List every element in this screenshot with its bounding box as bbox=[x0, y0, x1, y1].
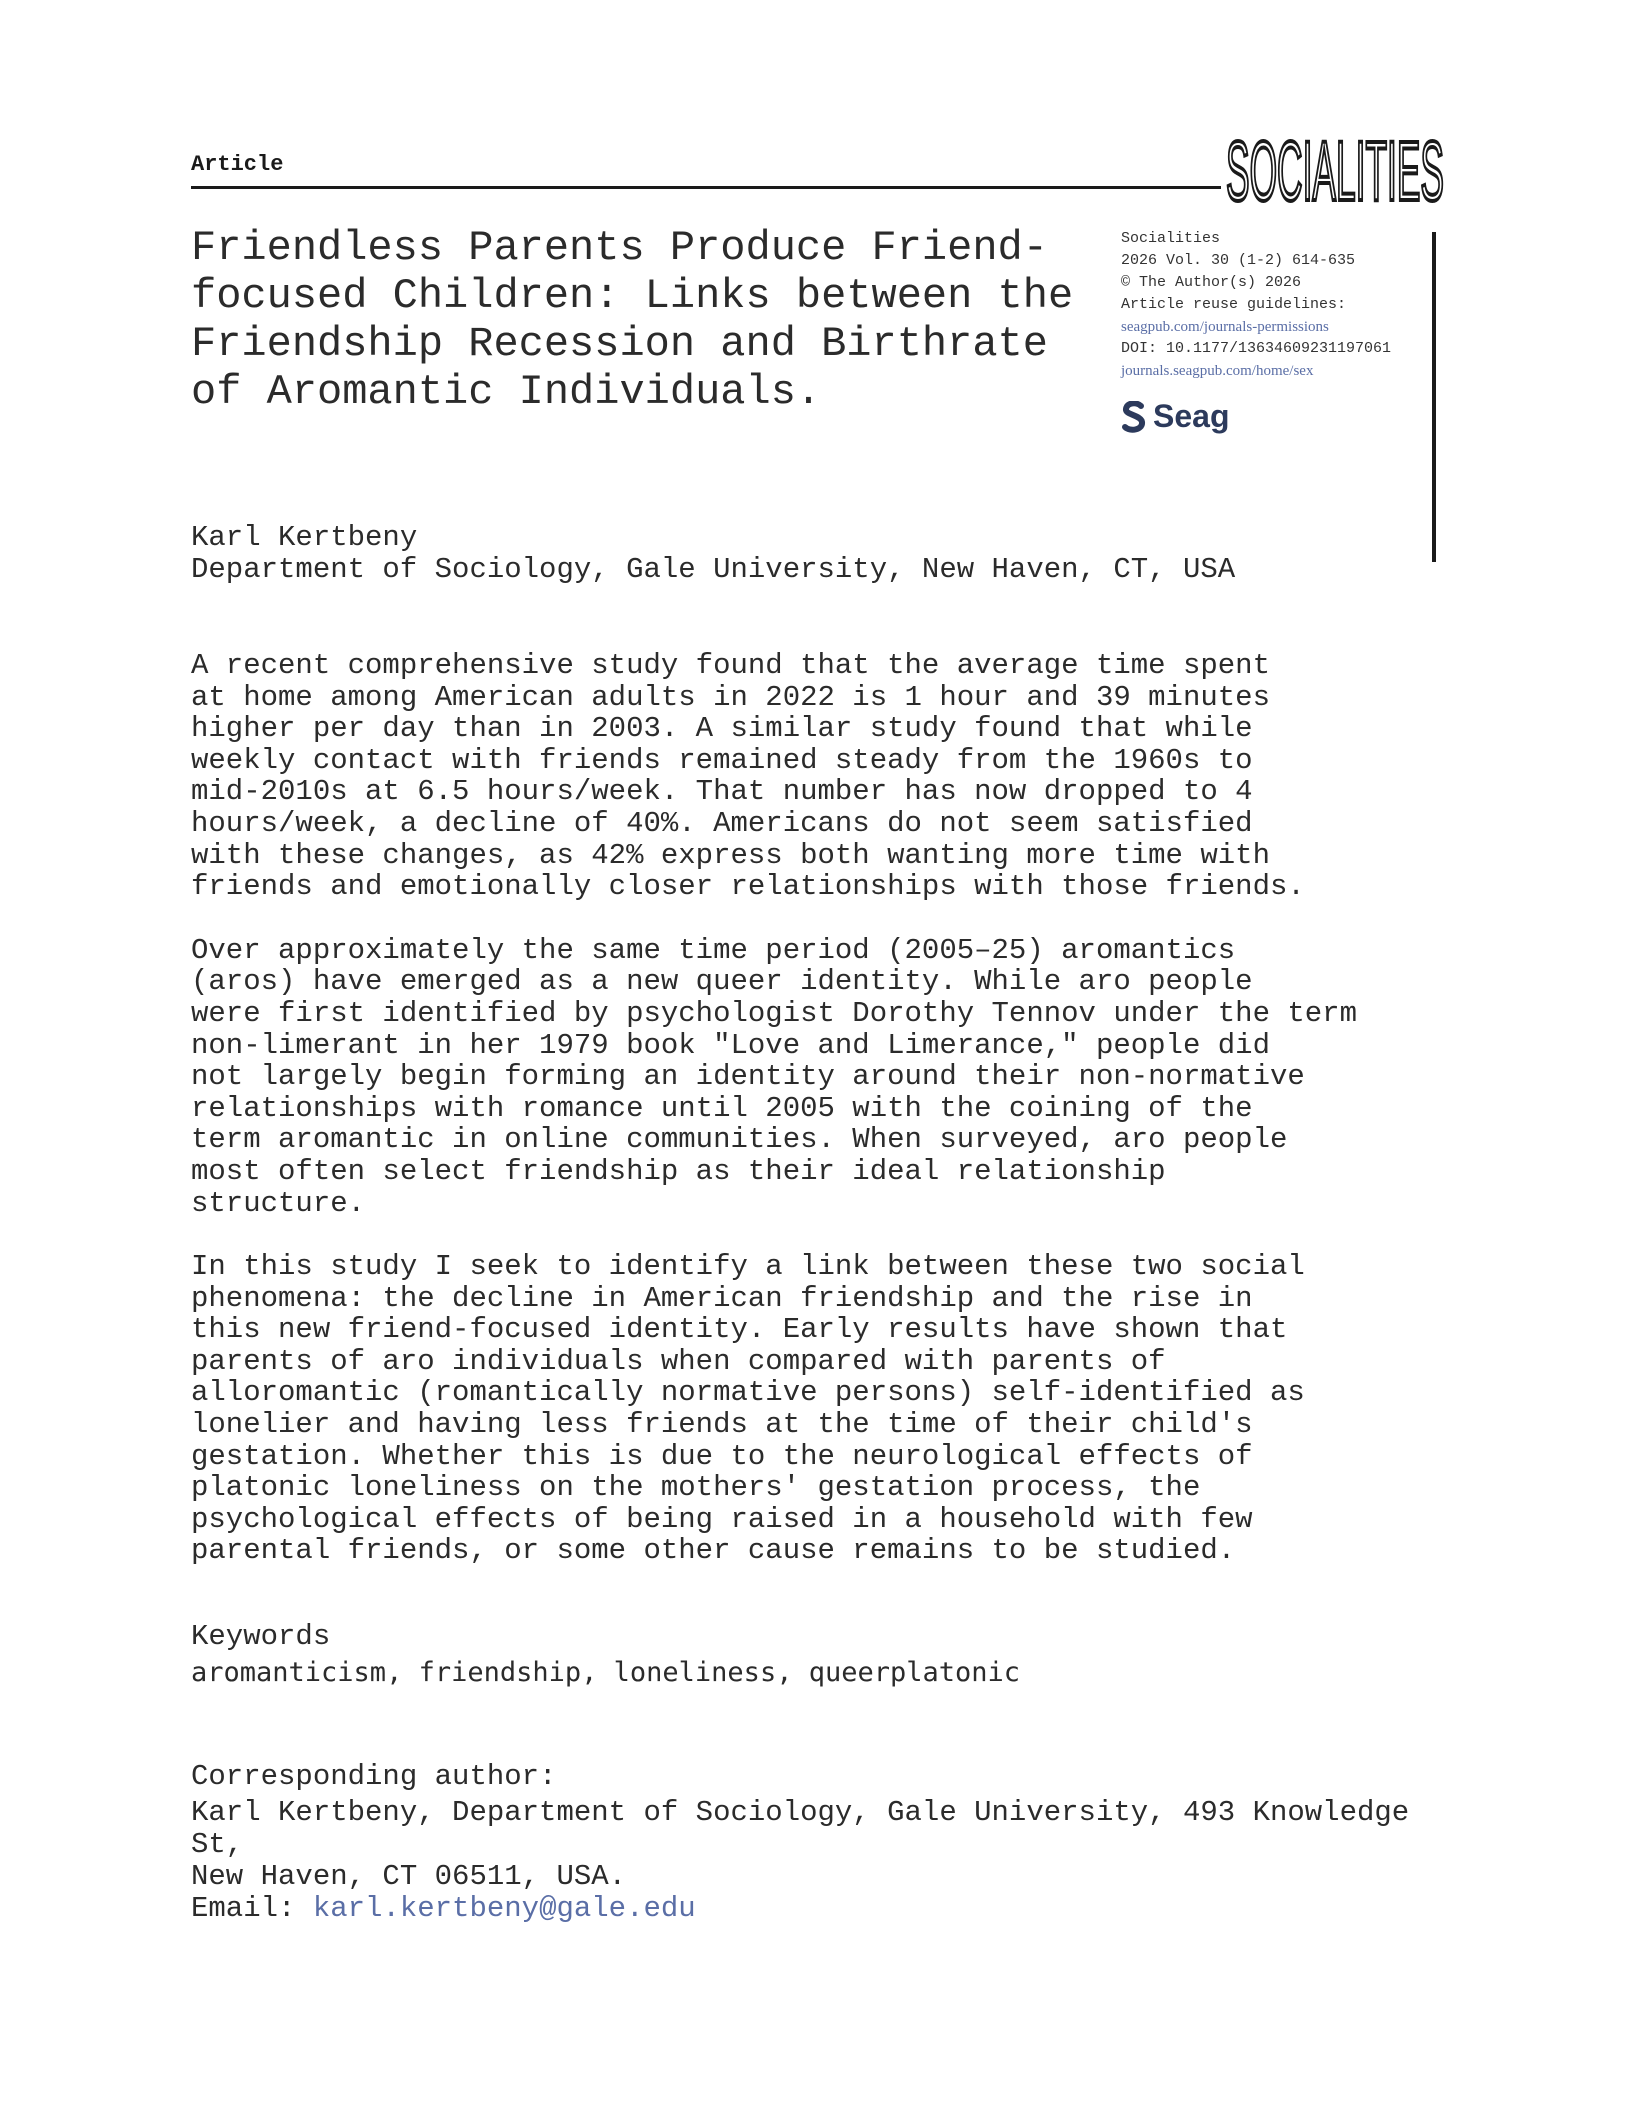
copyright: © The Author(s) 2026 bbox=[1121, 274, 1302, 291]
volume-info: 2026 Vol. 30 (1-2) 614-635 bbox=[1121, 252, 1356, 269]
abstract bbox=[191, 650, 1451, 1599]
seag-s-icon bbox=[1121, 401, 1147, 433]
email-link[interactable]: karl.kertbeny@gale.edu bbox=[312, 1892, 696, 1925]
author-name: Karl Kertbeny bbox=[191, 521, 418, 554]
article-meta bbox=[1121, 228, 1421, 382]
keywords-list: aromanticism, friendship, loneliness, queerplatonic bbox=[191, 1657, 1021, 1688]
abstract-paragraph-2: Over approximately the same time period (2005–25) aromantics (aros) have emerged as a new queer identity. While aro people were first identified by psychologist Dorothy Tennov under the term non-limerant in her 1979 book "Love and Limerance," people did not largely begin forming an identity around their non-normative relationships with romance until 2005 with the coining of the term aromantic in online communities. When surveyed, aro people most often select friendship as their ideal relationship structure. bbox=[191, 933, 1357, 1220]
publisher-logo bbox=[1121, 398, 1229, 435]
article-label: Article bbox=[191, 152, 284, 177]
corresponding-heading: Corresponding author: bbox=[191, 1760, 557, 1793]
header-rule bbox=[191, 186, 1221, 189]
corresponding-address-line-1: Karl Kertbeny, Department of Sociology, Gale University, 493 Knowledge St, bbox=[191, 1796, 1410, 1861]
article-title: Friendless Parents Produce Friend-focused Children: Links between the Friendship Recession and Birthrate of Aromantic Individuals. bbox=[191, 224, 1074, 416]
permissions-link[interactable]: seagpub.com/journals-permissions bbox=[1121, 319, 1329, 335]
keywords-heading: Keywords bbox=[191, 1620, 331, 1653]
journal-masthead-logo bbox=[1226, 112, 1446, 216]
publisher-name: Seag bbox=[1153, 398, 1230, 434]
email-label: Email: bbox=[191, 1892, 313, 1925]
abstract-paragraph-3: In this study I seek to identify a link between these two social phenomena: the decline in American friendship and the rise in this new friend-focused identity. Early results have shown that parents of aro individuals when compared with parents of alloromantic (romantically normative persons) self-identified as lonelier and having less friends at the time of their child's gestation. Whether this is due to the neurological effects of platonic loneliness on the mothers' gestation process, the psychological effects of being raised in a household with few parental friends, or some other cause remains to be studied. bbox=[191, 1250, 1305, 1568]
journal-link[interactable]: journals.seagpub.com/home/sex bbox=[1121, 363, 1314, 379]
abstract-paragraph-1: A recent comprehensive study found that the average time spent at home among American adults in 2022 is 1 hour and 39 minutes higher per day than in 2003. A similar study found that while weekly contact with friends remained steady from the 1960s to mid-2010s at 6.5 hours/week. That number has now dropped to 4 hours/week, a decline of 40%. Americans do not seem satisfied with these changes, as 42% express both wanting more time with friends and emotionally closer relationships with those friends. bbox=[191, 649, 1305, 904]
reuse-label: Article reuse guidelines: bbox=[1121, 296, 1347, 313]
journal-name: Socialities bbox=[1121, 230, 1221, 247]
author-block bbox=[191, 522, 1235, 586]
author-affiliation: Department of Sociology, Gale University, New Haven, CT, USA bbox=[191, 553, 1236, 586]
meta-side-rule bbox=[1432, 232, 1436, 562]
masthead-text: SOCIALITIES bbox=[1226, 124, 1444, 216]
email-line bbox=[191, 1893, 1451, 1925]
corresponding-address-line-2: New Haven, CT 06511, USA. bbox=[191, 1860, 627, 1893]
corresponding-details bbox=[191, 1797, 1451, 1925]
doi: DOI: 10.1177/13634609231197061 bbox=[1121, 340, 1392, 357]
